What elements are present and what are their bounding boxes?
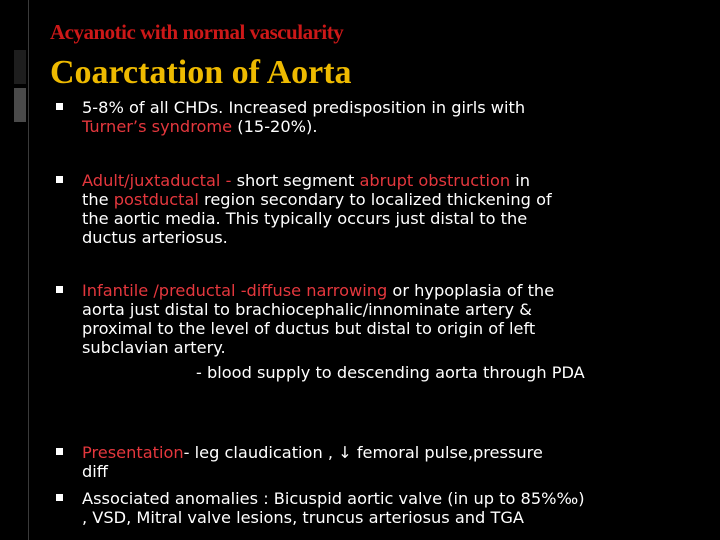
bullet-line: Presentation- leg claudication , ↓ femoral pulse,pressure — [82, 443, 543, 462]
bullet-text — [82, 443, 543, 481]
bullet-line: proximal to the level of ductus but distal to origin of left — [82, 319, 536, 338]
square-bullet-icon — [56, 176, 63, 183]
bullet-line: Adult/juxtaductal - short segment abrupt obstruction in — [82, 171, 531, 190]
decorative-bar — [14, 50, 26, 84]
bullet-line: Associated anomalies : Bicuspid aortic valve (in up to 85%‰) — [82, 489, 585, 508]
bullet-text — [82, 489, 585, 527]
bullet-line: subclavian artery. — [82, 338, 226, 357]
bullet-line: ductus arteriosus. — [82, 228, 228, 247]
bullet-line: , VSD, Mitral valve lesions, truncus arteriosus and TGA — [82, 508, 524, 527]
bullet-sub-line: - blood supply to descending aorta through PDA — [196, 363, 585, 382]
bullet-line: diff — [82, 462, 108, 481]
bullet-line: Infantile /preductal -diffuse narrowing or hypoplasia of the — [82, 281, 555, 300]
square-bullet-icon — [56, 286, 63, 293]
bullet-text — [82, 281, 585, 382]
square-bullet-icon — [56, 448, 63, 455]
bullet-line: Turner’s syndrome (15-20%). — [82, 117, 318, 136]
bullet-line: aorta just distal to brachiocephalic/innominate artery & — [82, 300, 532, 319]
square-bullet-icon — [56, 494, 63, 501]
slide-title: Coarctation of Aorta — [50, 54, 352, 91]
section-title: Acyanotic with normal vascularity — [50, 20, 344, 44]
bullet-text — [82, 98, 525, 136]
bullet-text — [82, 171, 552, 247]
square-bullet-icon — [56, 103, 63, 110]
bullet-line: the aortic media. This typically occurs just distal to the — [82, 209, 528, 228]
bullet-line: 5-8% of all CHDs. Increased predisposition in girls with — [82, 98, 526, 117]
bullet-line: the postductal region secondary to localized thickening of — [82, 190, 552, 209]
decorative-bar — [14, 88, 26, 122]
